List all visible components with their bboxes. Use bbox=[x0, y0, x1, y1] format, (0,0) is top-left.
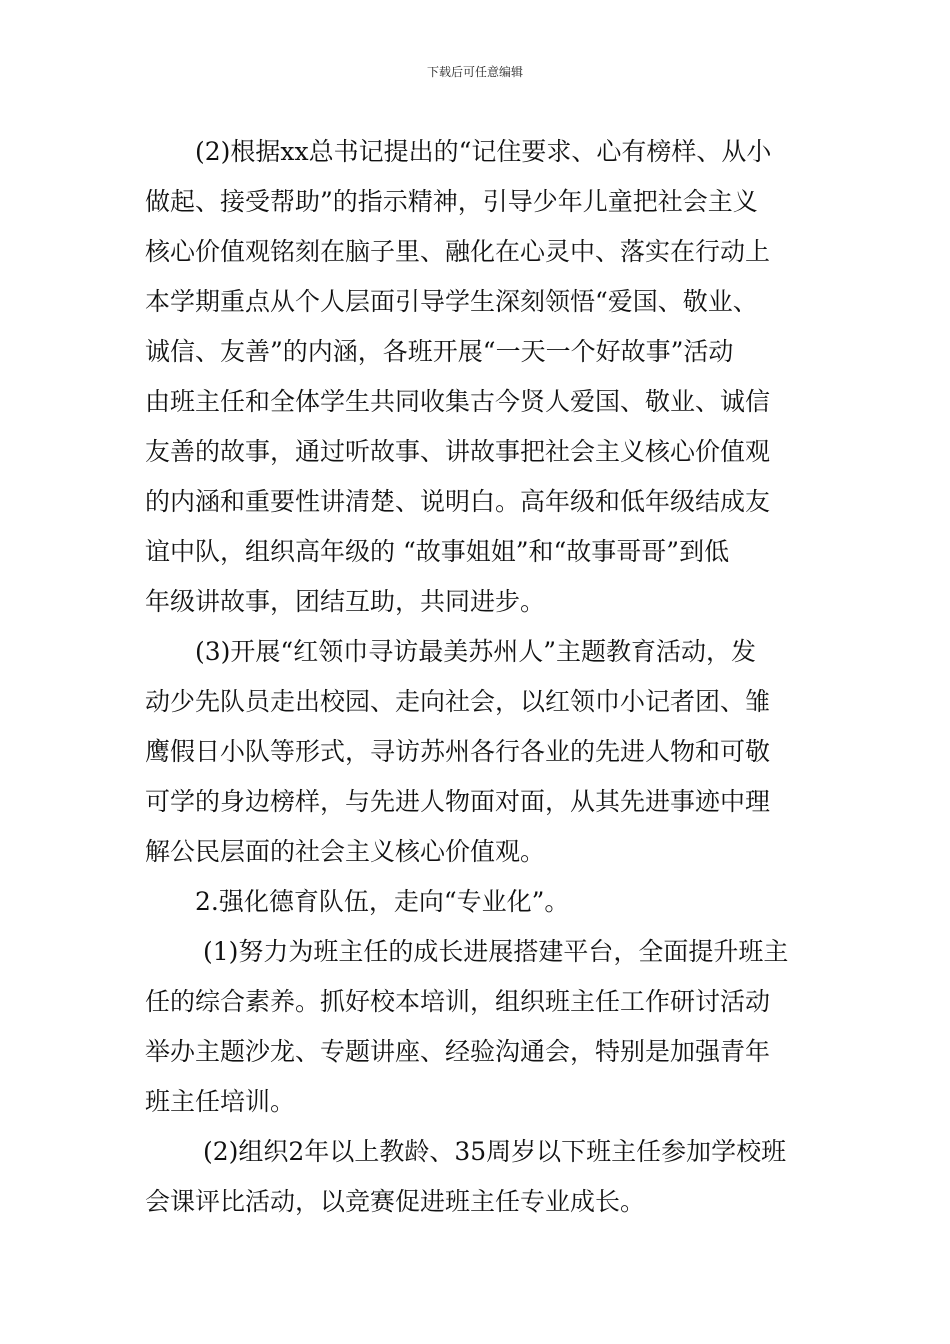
paragraph-line: 诚信、友善”的内涵，各班开展“一天一个好故事”活动 bbox=[145, 337, 734, 366]
paragraph-line: 由班主任和全体学生共同收集古今贤人爱国、敬业、诚信 bbox=[145, 387, 771, 416]
paragraph-line: 鹰假日小队等形式，寻访苏州各行各业的先进人物和可敬 bbox=[145, 737, 771, 766]
section-heading: 2.强化德育队伍，走向“专业化”。 bbox=[195, 887, 570, 916]
paragraph-line: 举办主题沙龙、专题讲座、经验沟通会，特别是加强青年 bbox=[145, 1037, 771, 1066]
paragraph-line: 核心价值观铭刻在脑子里、融化在心灵中、落实在行动上 bbox=[145, 237, 771, 266]
paragraph-line: 本学期重点从个人层面引导学生深刻领悟“爱国、敬业、 bbox=[145, 287, 758, 316]
paragraph-line: 年级讲故事，团结互助，共同进步。 bbox=[145, 587, 546, 616]
page-header-note: 下载后可任意编辑 bbox=[426, 65, 523, 79]
paragraph-line: 可学的身边榜样，与先进人物面对面，从其先进事迹中理 bbox=[145, 787, 771, 816]
paragraph-line: 的内涵和重要性讲清楚、说明白。高年级和低年级结成友 bbox=[145, 487, 771, 516]
paragraph-line: (3)开展“红领巾寻访最美苏州人”主题教育活动，发 bbox=[195, 637, 756, 666]
paragraph-line: (2)组织2年以上教龄、35周岁以下班主任参加学校班 bbox=[203, 1137, 787, 1166]
paragraph-line: (2)根据xx总书记提出的“记住要求、心有榜样、从小 bbox=[195, 137, 772, 166]
paragraph-line: 动少先队员走出校园、走向社会，以红领巾小记者团、雏 bbox=[145, 687, 771, 716]
paragraph-line: 做起、接受帮助”的指示精神，引导少年儿童把社会主义 bbox=[145, 187, 758, 216]
paragraph-line: 任的综合素养。抓好校本培训，组织班主任工作研讨活动 bbox=[145, 987, 771, 1016]
paragraph-line: 班主任培训。 bbox=[145, 1087, 296, 1116]
paragraph-line: 谊中队，组织高年级的 “故事姐姐”和“故事哥哥”到低 bbox=[145, 537, 730, 566]
paragraph-line: 解公民层面的社会主义核心价值观。 bbox=[145, 837, 546, 866]
paragraph-line: 友善的故事，通过听故事、讲故事把社会主义核心价值观 bbox=[145, 437, 771, 466]
paragraph-line: 会课评比活动，以竞赛促进班主任专业成长。 bbox=[145, 1187, 646, 1216]
paragraph-line: (1)努力为班主任的成长进展搭建平台，全面提升班主 bbox=[203, 937, 789, 966]
document-body bbox=[145, 127, 807, 1227]
